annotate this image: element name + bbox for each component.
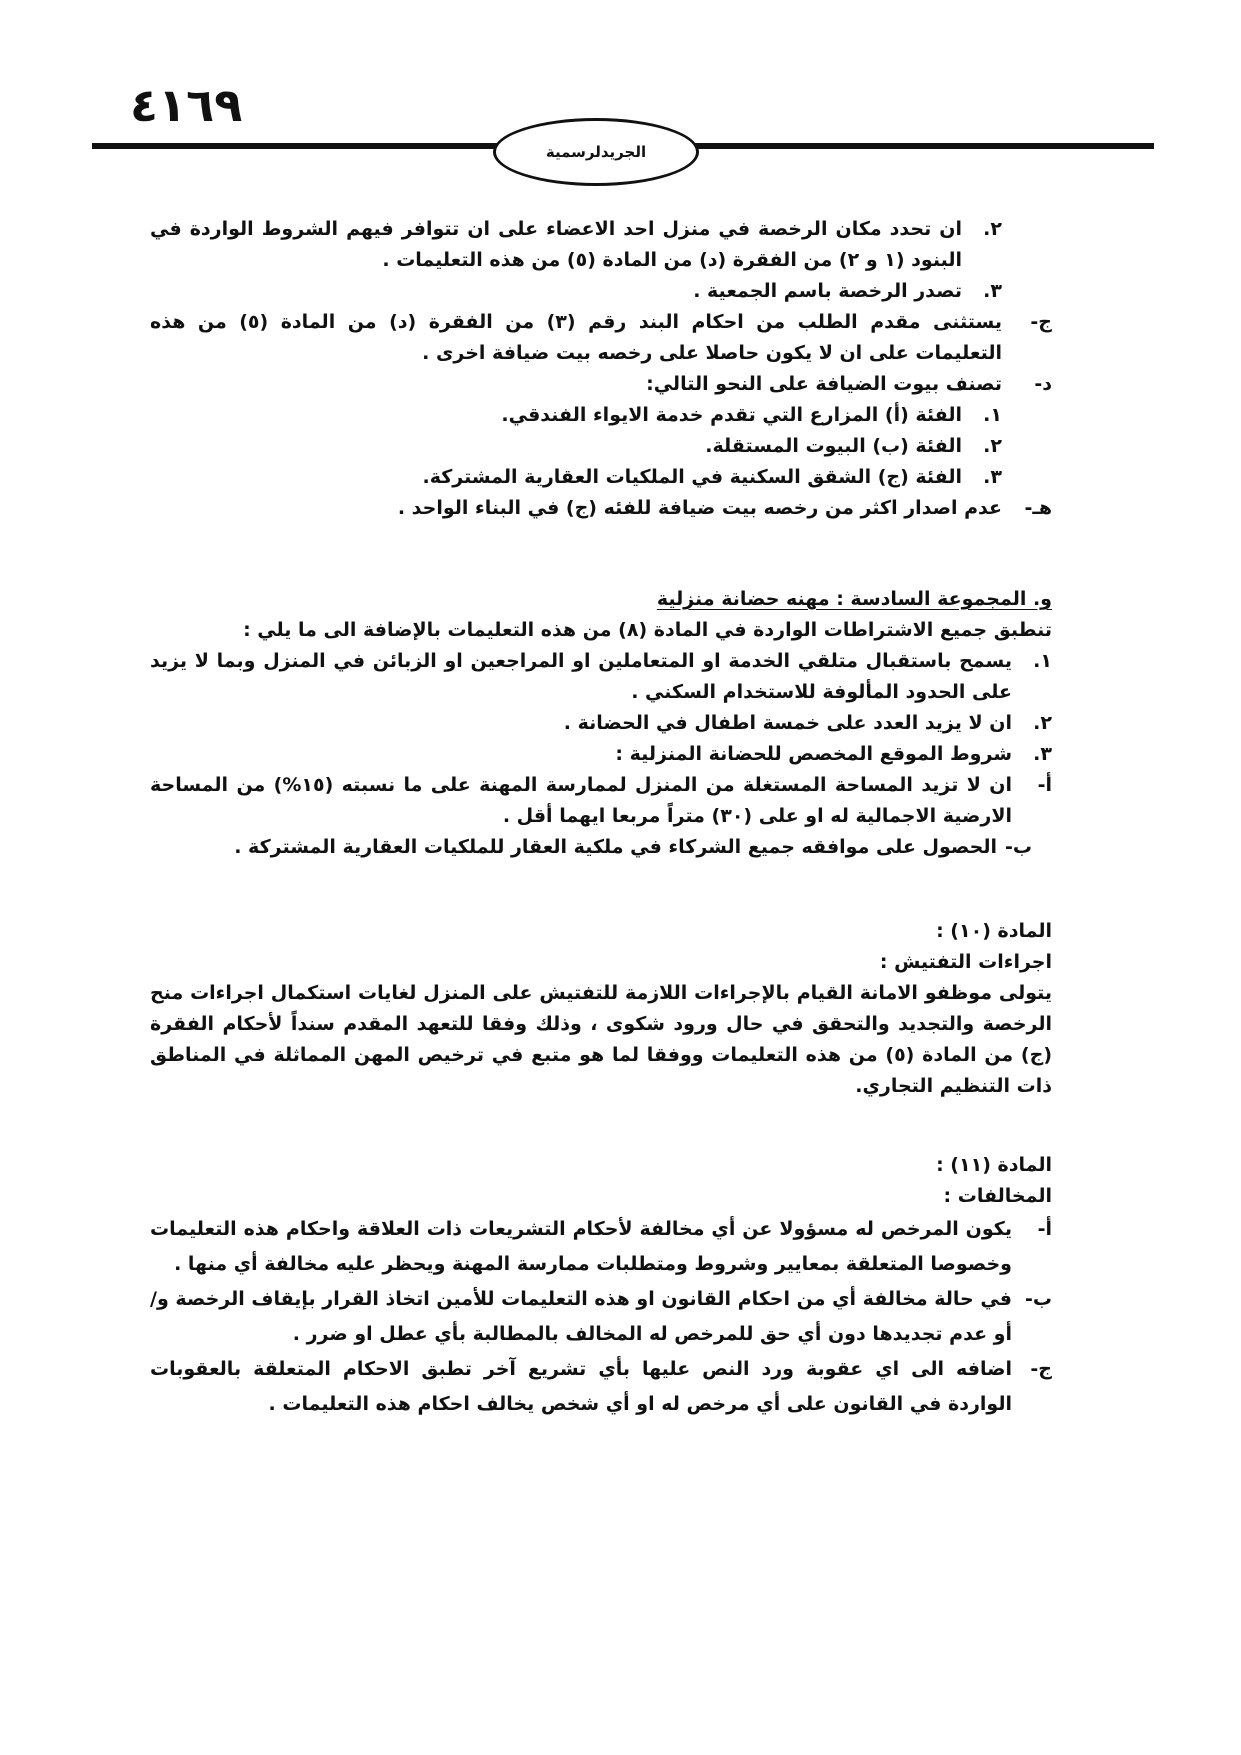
article-body: يتولى موظفو الامانة القيام بالإجراءات اللازمة للتفتيش على المنزل لغايات استكمال اجراءات منح الرخصة والتجديد والتحقق في حال ورود شكوى ، وذلك وفقا للتعهد المقدم سنداً لأحكام الفقرة (ج) من المادة (٥) من هذه التعليمات ووفقا لما هو متبع في ترخيص المهن المماثلة في المناطق ذات التنظيم التجاري. xyxy=(150,982,1052,1097)
item-marker: هـ- xyxy=(1024,497,1052,519)
item-text: يستثنى مقدم الطلب من احكام البند رقم (٣) من الفقرة (د) من المادة (٥) من هذه التعليمات على ان لا يكون حاصلا على رخصه بيت ضيافة اخرى . xyxy=(150,311,1003,364)
item-text: عدم اصدار اكثر من رخصه بيت ضيافة للفئه (ج) في البناء الواحد . xyxy=(397,497,1002,519)
list-item xyxy=(150,708,1052,739)
article-title: المادة (١١) : xyxy=(936,1154,1052,1176)
sub-item xyxy=(150,770,1052,832)
list-item xyxy=(150,462,1052,493)
item-text: ان لا تزيد المساحة المستغلة من المنزل لممارسة المهنة على ما نسبته (١٥%) من المساحة الارضية الاجمالية له او على (٣٠) متراً مربعا ايهما أقل . xyxy=(150,774,1012,827)
item-text: يكون المرخص له مسؤولا عن أي مخالفة لأحكام التشريعات ذات العلاقة واحكام هذه التعليمات وخصوصا المتعلقة بمعايير وشروط ومتطلبات ممارسة المهنة ويحظر عليه مخالفة أي منها . xyxy=(150,1218,1012,1275)
group-intro: تنطبق جميع الاشتراطات الواردة في المادة (٨) من هذه التعليمات بالإضافة الى ما يلي : xyxy=(243,619,1052,641)
list-item xyxy=(150,1212,1052,1282)
list-item xyxy=(150,646,1052,708)
item-marker: ٢. xyxy=(983,218,1002,240)
item-text: تصنف بيوت الضيافة على النحو التالي: xyxy=(646,373,1002,395)
item-marker: أ- xyxy=(1037,774,1052,796)
item-text: الفئة (ج) الشقق السكنية في الملكيات العقارية المشتركة. xyxy=(422,466,962,488)
page-number: ٤١٦٩ xyxy=(130,78,243,132)
list-item xyxy=(150,214,1052,276)
item-marker: ب- xyxy=(1005,836,1032,858)
group-heading: و. المجموعة السادسة : مهنه حضانة منزلية xyxy=(656,588,1052,610)
list-item xyxy=(150,276,1052,307)
item-text: ان لا يزيد العدد على خمسة اطفال في الحضانة . xyxy=(563,712,1012,734)
article-subtitle: اجراءات التفتيش : xyxy=(879,951,1052,973)
item-marker: ١. xyxy=(1033,650,1052,672)
section-article-11 xyxy=(150,1150,1052,1422)
item-text: الحصول على موافقه جميع الشركاء في ملكية العقار للملكيات العقارية المشتركة . xyxy=(234,836,997,858)
list-item xyxy=(150,1352,1052,1422)
item-text: يسمح باستقبال متلقي الخدمة او المتعاملين او المراجعين او الزبائن في المنزل وبما لا يزيد على الحدود المألوفة للاستخدام السكني . xyxy=(150,650,1012,703)
list-item-j xyxy=(150,307,1052,369)
list-item-h xyxy=(150,493,1052,524)
item-marker: ٢. xyxy=(983,435,1002,457)
masthead-oval xyxy=(493,118,699,186)
item-marker: أ- xyxy=(1037,1218,1052,1240)
item-marker: ب- xyxy=(1025,1288,1052,1310)
item-text: الفئة (ب) البيوت المستقلة. xyxy=(705,435,962,457)
article-title: المادة (١٠) : xyxy=(936,920,1052,942)
sub-item xyxy=(150,832,1052,863)
list-item xyxy=(150,431,1052,462)
list-item xyxy=(150,1282,1052,1352)
section-top xyxy=(150,214,1052,524)
item-text: في حالة مخالفة أي من احكام القانون او هذه التعليمات للأمين اتخاذ القرار بإيقاف الرخصة و/أو عدم تجديدها دون أي حق للمرخص له المخالف بالمطالبة بأي عطل او ضرر . xyxy=(150,1288,1012,1345)
item-marker: ١. xyxy=(983,404,1002,426)
article-subtitle: المخالفات : xyxy=(943,1185,1052,1207)
item-marker: ٢. xyxy=(1033,712,1052,734)
masthead-title: الجريدلرسمية xyxy=(545,143,647,161)
list-item-d xyxy=(150,369,1052,400)
item-marker: ج- xyxy=(1030,311,1052,333)
item-text: اضافه الى اي عقوبة ورد النص عليها بأي تشريع آخر تطبق الاحكام المتعلقة بالعقوبات الواردة في القانون على أي مرخص له او أي شخص يخالف احكام هذه التعليمات . xyxy=(150,1358,1012,1415)
item-marker: ٣. xyxy=(983,280,1002,302)
list-item xyxy=(150,739,1052,770)
item-marker: ٣. xyxy=(983,466,1002,488)
list-item xyxy=(150,400,1052,431)
item-text: تصدر الرخصة باسم الجمعية . xyxy=(693,280,962,302)
section-article-10 xyxy=(150,916,1052,1102)
item-text: الفئة (أ) المزارع التي تقدم خدمة الايواء الفندقي. xyxy=(501,404,962,426)
item-marker: د- xyxy=(1034,373,1052,395)
item-marker: ج- xyxy=(1030,1358,1052,1380)
item-marker: ٣. xyxy=(1033,743,1052,765)
item-text: ان تحدد مكان الرخصة في منزل احد الاعضاء على ان تتوافر فيهم الشروط الواردة في البنود (١ و ٢) من الفقرة (د) من المادة (٥) من هذه التعليمات . xyxy=(150,218,962,271)
section-group-six xyxy=(150,584,1052,863)
item-text: شروط الموقع المخصص للحضانة المنزلية : xyxy=(615,743,1012,765)
